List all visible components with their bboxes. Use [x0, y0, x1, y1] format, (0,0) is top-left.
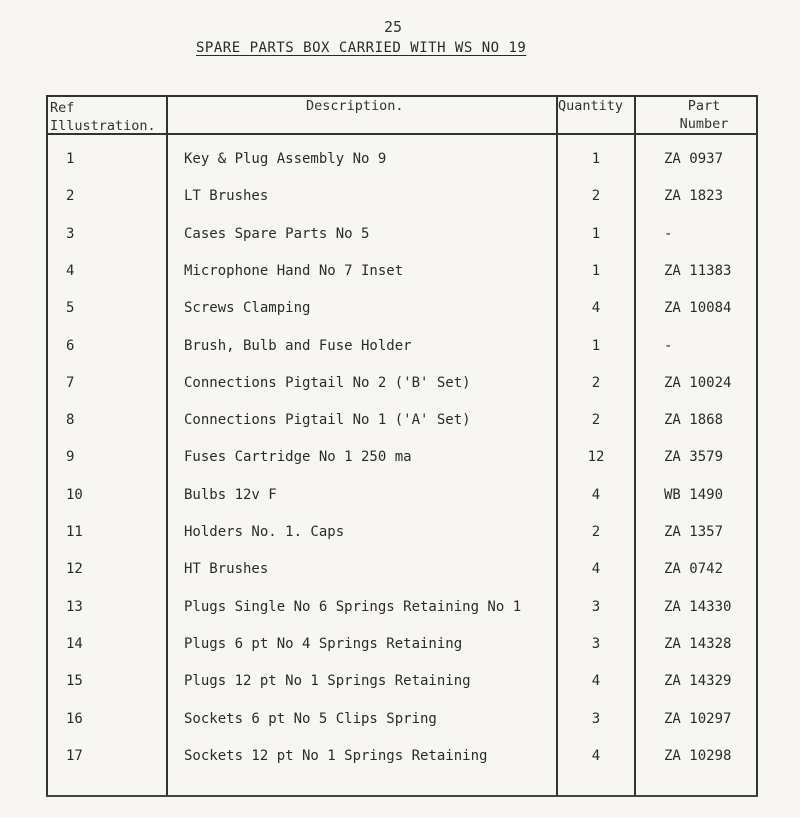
part-number-cell: WB 1490: [664, 486, 724, 503]
quantity-cell: 2: [591, 412, 601, 429]
header-part-line2: Number: [679, 116, 729, 132]
ref-cell: 5: [66, 300, 75, 317]
description-cell: Screws Clamping: [184, 300, 311, 317]
ref-cell: 12: [66, 561, 83, 578]
quantity-cell: 2: [591, 524, 601, 540]
ref-cell: 13: [66, 598, 83, 615]
column-divider-ref: [166, 95, 168, 795]
description-cell: HT Brushes: [184, 561, 269, 578]
quantity-cell: 1: [591, 151, 601, 167]
page-number: 25: [384, 18, 403, 36]
ref-cell: 11: [66, 524, 83, 540]
description-cell: Sockets 12 pt No 1 Springs Retaining: [184, 747, 488, 764]
part-number-cell: -: [664, 225, 673, 242]
part-number-cell: ZA 14329: [664, 673, 732, 690]
quantity-cell: 4: [591, 300, 601, 317]
part-number-cell: ZA 1823: [664, 188, 724, 205]
header-ref-line1: Ref: [50, 100, 75, 116]
header-description: Description.: [306, 98, 404, 114]
quantity-cell: 1: [591, 337, 601, 354]
ref-cell: 10: [66, 486, 83, 503]
part-number-cell: ZA 14328: [664, 635, 732, 652]
part-number-cell: ZA 1868: [664, 412, 724, 429]
table-border-right: [756, 95, 758, 795]
ref-cell: 3: [66, 225, 75, 242]
quantity-cell: 4: [591, 486, 601, 503]
description-cell: Plugs Single No 6 Springs Retaining No 1: [184, 598, 522, 615]
description-cell: Connections Pigtail No 2 ('B' Set): [184, 374, 471, 391]
header-ref-line2: Illustration.: [50, 118, 156, 134]
description-cell: LT Brushes: [184, 188, 269, 205]
description-cell: Microphone Hand No 7 Inset: [184, 262, 404, 279]
part-number-cell: ZA 3579: [664, 449, 724, 466]
quantity-cell: 3: [591, 710, 601, 727]
part-number-cell: -: [664, 337, 673, 354]
part-number-cell: ZA 11383: [664, 262, 732, 279]
ref-cell: 4: [66, 262, 75, 279]
header-part-number: [666, 97, 742, 133]
part-number-cell: ZA 0742: [664, 561, 724, 578]
part-number-cell: ZA 10024: [664, 374, 732, 391]
header-ref: [50, 99, 156, 135]
ref-cell: 7: [66, 374, 75, 391]
ref-cell: 8: [66, 412, 75, 429]
ref-cell: 14: [66, 635, 83, 652]
description-cell: Connections Pigtail No 1 ('A' Set): [184, 412, 471, 429]
header-quantity: Quantity: [558, 98, 624, 114]
ref-cell: 16: [66, 710, 83, 727]
description-cell: Brush, Bulb and Fuse Holder: [184, 337, 412, 354]
quantity-cell: 2: [591, 188, 601, 205]
description-cell: Plugs 6 pt No 4 Springs Retaining: [184, 635, 463, 652]
description-cell: Cases Spare Parts No 5: [184, 225, 370, 242]
quantity-cell: 3: [591, 635, 601, 652]
ref-cell: 9: [66, 449, 75, 466]
description-cell: Plugs 12 pt No 1 Springs Retaining: [184, 673, 471, 690]
ref-cell: 17: [66, 747, 83, 764]
quantity-cell: 12: [587, 449, 605, 466]
page-title: SPARE PARTS BOX CARRIED WITH WS NO 19: [196, 40, 527, 56]
quantity-cell: 4: [591, 561, 601, 578]
ref-cell: 6: [66, 337, 75, 354]
part-number-cell: ZA 10084: [664, 300, 732, 317]
table-border-left: [46, 95, 48, 795]
description-cell: Fuses Cartridge No 1 250 ma: [184, 449, 412, 466]
ref-cell: 1: [66, 151, 75, 167]
part-number-cell: ZA 10297: [664, 710, 732, 727]
quantity-cell: 4: [591, 747, 601, 764]
quantity-cell: 2: [591, 374, 601, 391]
description-cell: Holders No. 1. Caps: [184, 524, 345, 540]
header-part-line1: Part: [687, 98, 721, 114]
ref-cell: 15: [66, 673, 83, 690]
ref-cell: 2: [66, 188, 75, 205]
description-cell: Bulbs 12v F: [184, 486, 277, 503]
spare-parts-table: [46, 95, 758, 795]
part-number-cell: ZA 10298: [664, 747, 732, 764]
quantity-cell: 1: [591, 262, 601, 279]
bottom-rule: [46, 795, 758, 797]
part-number-cell: ZA 1357: [664, 524, 724, 540]
description-cell: Sockets 6 pt No 5 Clips Spring: [184, 710, 437, 727]
part-number-cell: ZA 14330: [664, 598, 732, 615]
quantity-cell: 3: [591, 598, 601, 615]
quantity-cell: 4: [591, 673, 601, 690]
quantity-cell: 1: [591, 225, 601, 242]
description-cell: Key & Plug Assembly No 9: [184, 151, 387, 167]
part-number-cell: ZA 0937: [664, 151, 724, 167]
